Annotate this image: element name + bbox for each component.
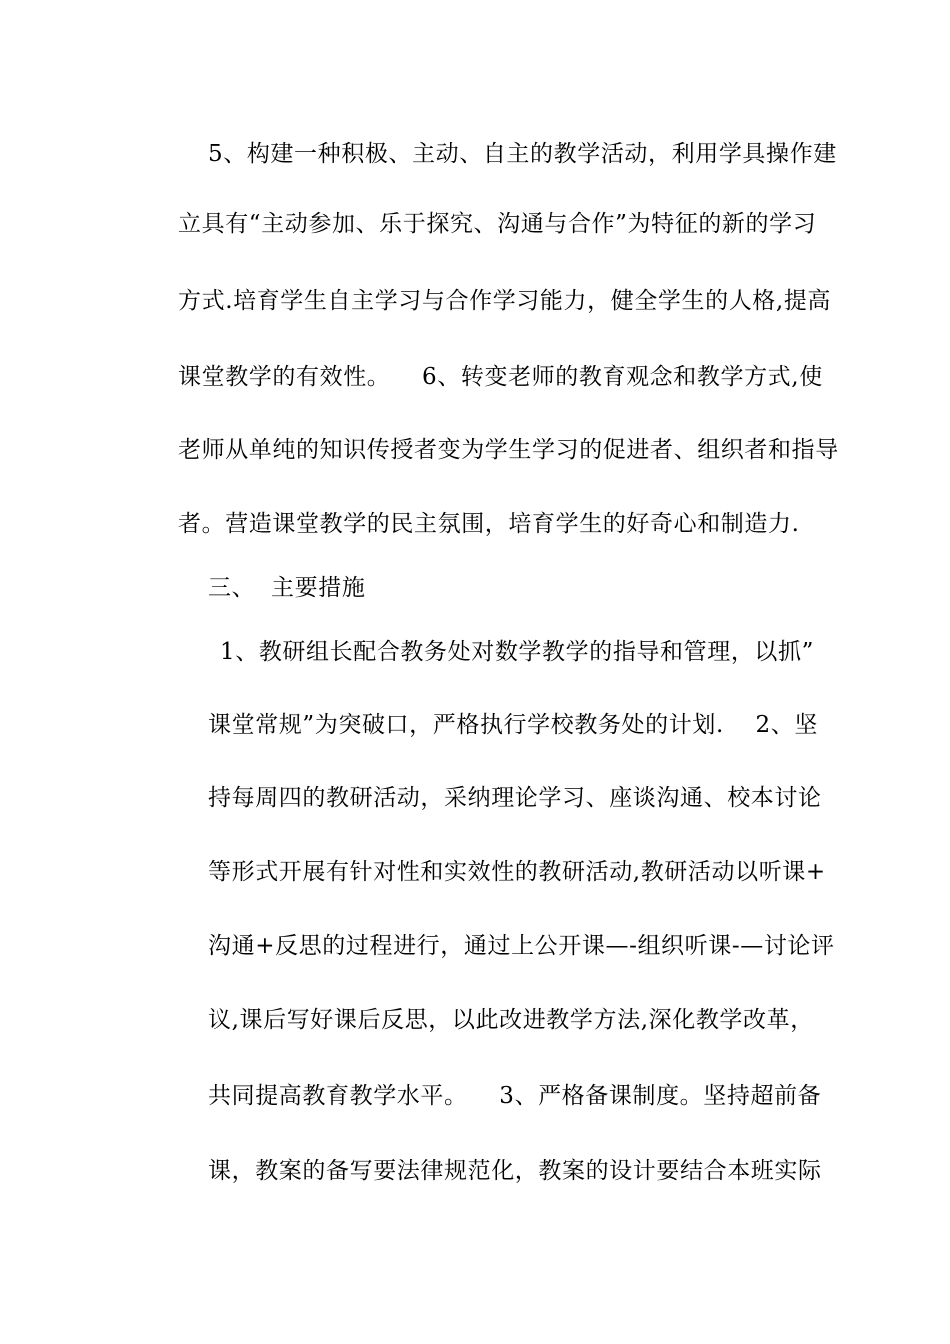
paragraph-line: 持每周四的教研活动，采纳理论学习、座谈沟通、校本讨论 (208, 785, 822, 811)
section-heading: 三、 主要措施 (208, 575, 366, 601)
paragraph-line: 课堂常规”为突破口，严格执行学校教务处的计划. 2、坚 (208, 712, 818, 738)
paragraph-line: 等形式开展有针对性和实效性的教研活动,教研活动以听课+ (208, 859, 826, 885)
paragraph-line: 5、构建一种积极、主动、自主的教学活动，利用学具操作建 (208, 141, 837, 167)
paragraph-line: 老师从单纯的知识传授者变为学生学习的促进者、组织者和指导 (178, 437, 839, 463)
paragraph-line: 者。营造课堂教学的民主氛围，培育学生的好奇心和制造力. (178, 511, 800, 537)
paragraph-line: 立具有“主动参加、乐于探究、沟通与合作”为特征的新的学习 (178, 211, 817, 237)
paragraph-line: 沟通+反思的过程进行，通过上公开课—-组织听课-—讨论评 (208, 933, 835, 959)
paragraph-line: 方式.培育学生自主学习与合作学习能力，健全学生的人格,提高 (178, 288, 832, 314)
paragraph-line: 共同提高教育教学水平。 3、严格备课制度。坚持超前备 (208, 1083, 822, 1109)
paragraph-line: 课堂教学的有效性。 6、转变老师的教育观念和教学方式,使 (178, 364, 823, 390)
paragraph-line: 课，教案的备写要法律规范化，教案的设计要结合本班实际 (208, 1158, 822, 1184)
paragraph-line: 1、教研组长配合教务处对数学教学的指导和管理，以抓” (220, 639, 814, 665)
paragraph-line: 议,课后写好课后反思，以此改进教学方法,深化教学改革， (208, 1007, 814, 1033)
